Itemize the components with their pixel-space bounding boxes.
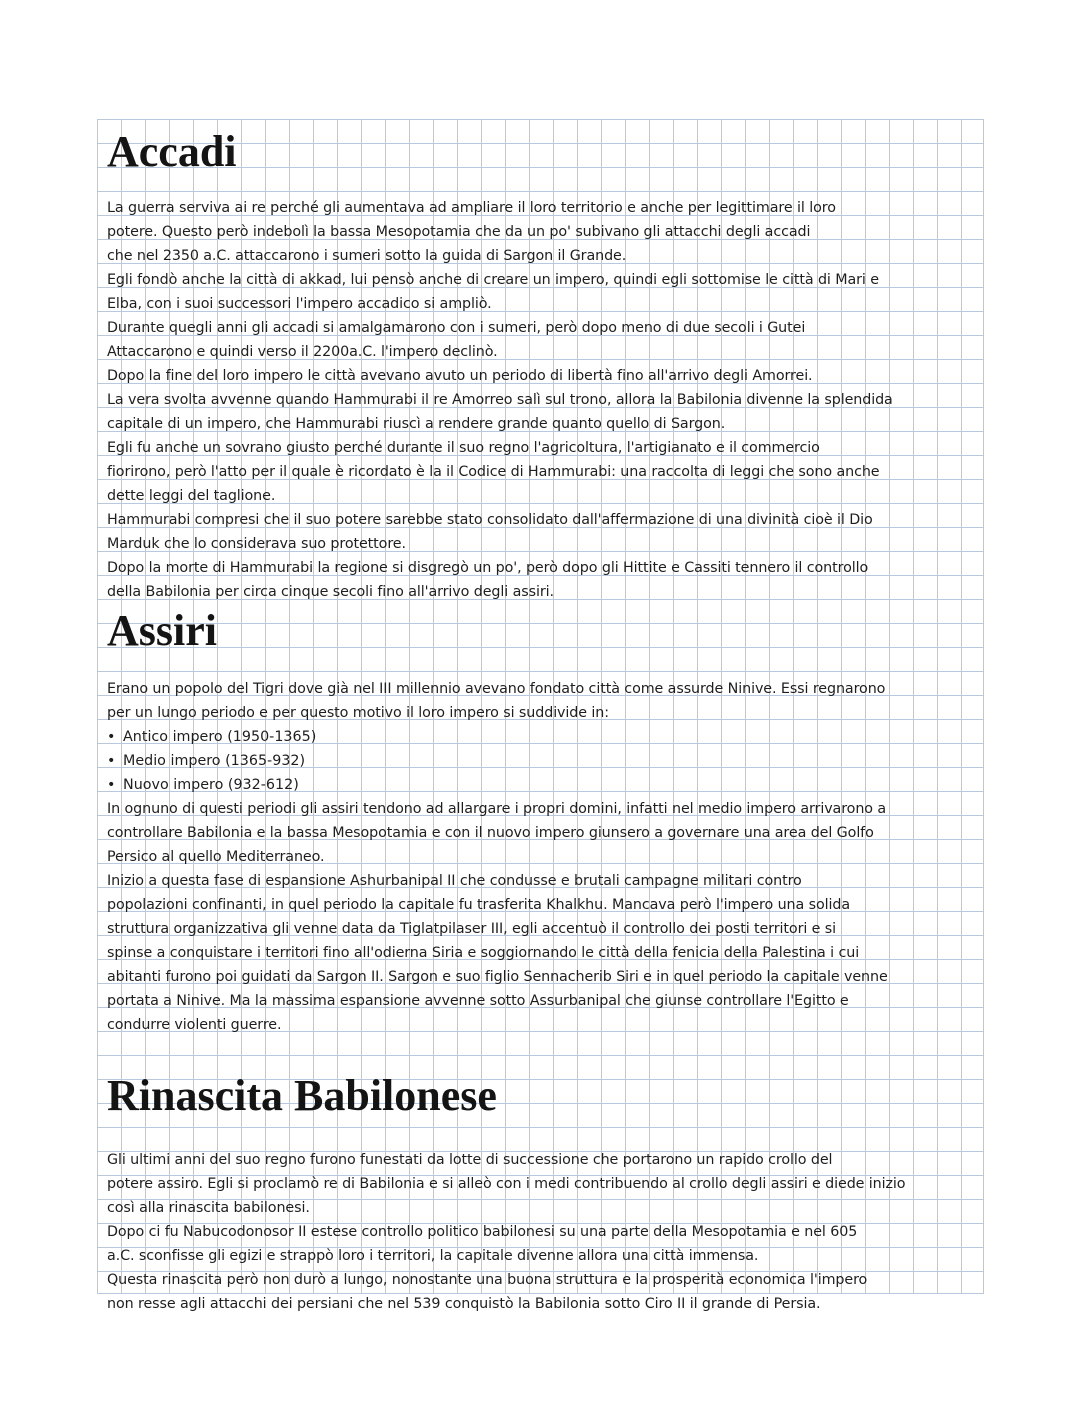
section-body-rinascita-babilonese bbox=[107, 1148, 973, 1316]
paragraph: In ognuno di questi periodi gli assiri tendono ad allargare i propri domini, infatti nel medio impero arrivarono a controllare Babilonia e la bassa Mesopotamia e con il nuovo impero giunsero a governare una area del Golfo Persico al quello Mediterraneo. bbox=[107, 801, 887, 865]
bullet-icon: • bbox=[107, 777, 116, 793]
paragraph: Dopo la fine del loro impero le città avevano avuto un periodo di libertà fino all'arrivo degli Amorrei. bbox=[107, 368, 813, 384]
paragraph: Inizio a questa fase di espansione Ashurbanipal II che condusse e brutali campagne militari contro popolazioni confinanti, in quel periodo la capitale fu trasferita Khalkhu. Mancava però l'impero una solida struttura organizzativa gli venne data da Tiglatpilaser III, egli accentuò il controllo dei posti territori e si spinse a conquistare i territori fino all'odierna Siria e soggiornando le città della fenicia della Palestina i cui abitanti furono poi guidati da Sargon II. Sargon e suo figlio Sennacherib Siri e in quel periodo la capitale venne portata a Ninive. Ma la massima espansione avvenne sotto Assurbanipal che giunse controllare l'Egitto e condurre violenti guerre. bbox=[107, 873, 888, 1033]
bullet-icon: • bbox=[107, 753, 116, 769]
paragraph: Durante quegli anni gli accadi si amalgamarono con i sumeri, però dopo meno di due secoli i Gutei Attaccarono e quindi verso il 2200a.C. l'impero declinò. bbox=[107, 320, 806, 360]
section-body-assiri bbox=[107, 677, 973, 1037]
list-item-text: Medio impero (1365-932) bbox=[123, 753, 306, 769]
list-item-text: Antico impero (1950-1365) bbox=[123, 729, 317, 745]
list-item-text: Nuovo impero (932-612) bbox=[123, 777, 299, 793]
paragraph: La guerra serviva ai re perché gli aumentava ad ampliare il loro territorio e anche per legittimare il loro potere. Questo però indebolì la bassa Mesopotamia che da un po' subivano gli attacchi degli accadi che nel 2350 a.C. attaccarono i sumeri sotto la guida di Sargon il Grande. bbox=[107, 200, 836, 264]
paragraph: Questa rinascita però non durò a lungo, nonostante una buona struttura e la prosperità economica l'impero non resse agli attacchi dei persiani che nel 539 conquistò la Babilonia sotto Ciro II il grande di Persia. bbox=[107, 1272, 868, 1312]
paragraph: Dopo la morte di Hammurabi la regione si disgregò un po', però dopo gli Hittite e Cassiti tennero il controllo della Babilonia per circa cinque secoli fino all'arrivo degli assiri. bbox=[107, 560, 869, 600]
bullet-icon: • bbox=[107, 729, 116, 745]
list-item bbox=[107, 773, 973, 797]
paragraph: Dopo ci fu Nabucodonosor II estese controllo politico babilonesi su una parte della Mesopotamia e nel 605 a.C. sconfisse gli egizi e strappò loro i territori, la capitale divenne allora una città immensa. bbox=[107, 1224, 858, 1264]
list-item bbox=[107, 749, 973, 773]
section-title-accadi: Accadi bbox=[107, 127, 237, 176]
paragraph: Egli fu anche un sovrano giusto perché durante il suo regno l'agricoltura, l'artigianato e il commercio fiorirono, però l'atto per il quale è ricordato è la il Codice di Hammurabi: una raccolta di leggi che sono anche dette leggi del taglione. bbox=[107, 440, 880, 504]
bullet-list-periods bbox=[107, 725, 973, 797]
paragraph: Gli ultimi anni del suo regno furono funestati da lotte di successione che portarono un rapido crollo del potere assiro. Egli si proclamò re di Babilonia e si alleò con i medi contribuendo al crollo degli assiri e diede inizio così alla rinascita babilonesi. bbox=[107, 1152, 906, 1216]
grid-paper-sheet bbox=[97, 119, 984, 1312]
paragraph: Egli fondò anche la città di akkad, lui pensò anche di creare un impero, quindi egli sottomise le città di Mari e Elba, con i suoi successori l'impero accadico si ampliò. bbox=[107, 272, 879, 312]
section-title-assiri: Assiri bbox=[107, 606, 217, 655]
section-title-rinascita-babilonese: Rinascita Babilonese bbox=[107, 1071, 497, 1120]
section-body-accadi bbox=[107, 196, 973, 604]
list-item bbox=[107, 725, 973, 749]
document-content bbox=[107, 119, 973, 1316]
paragraph: La vera svolta avvenne quando Hammurabi il re Amorreo salì sul trono, allora la Babilonia divenne la splendida capitale di un impero, che Hammurabi riuscì a rendere grande quanto quello di Sargon. bbox=[107, 392, 893, 432]
paragraph: Hammurabi compresi che il suo potere sarebbe stato consolidato dall'affermazione di una divinità cioè il Dio Marduk che lo considerava suo protettore. bbox=[107, 512, 873, 552]
paragraph-intro: Erano un popolo del Tigri dove già nel III millennio avevano fondato città come assurde Ninive. Essi regnarono per un lungo periodo e per questo motivo il loro impero si suddivide in: bbox=[107, 681, 886, 721]
